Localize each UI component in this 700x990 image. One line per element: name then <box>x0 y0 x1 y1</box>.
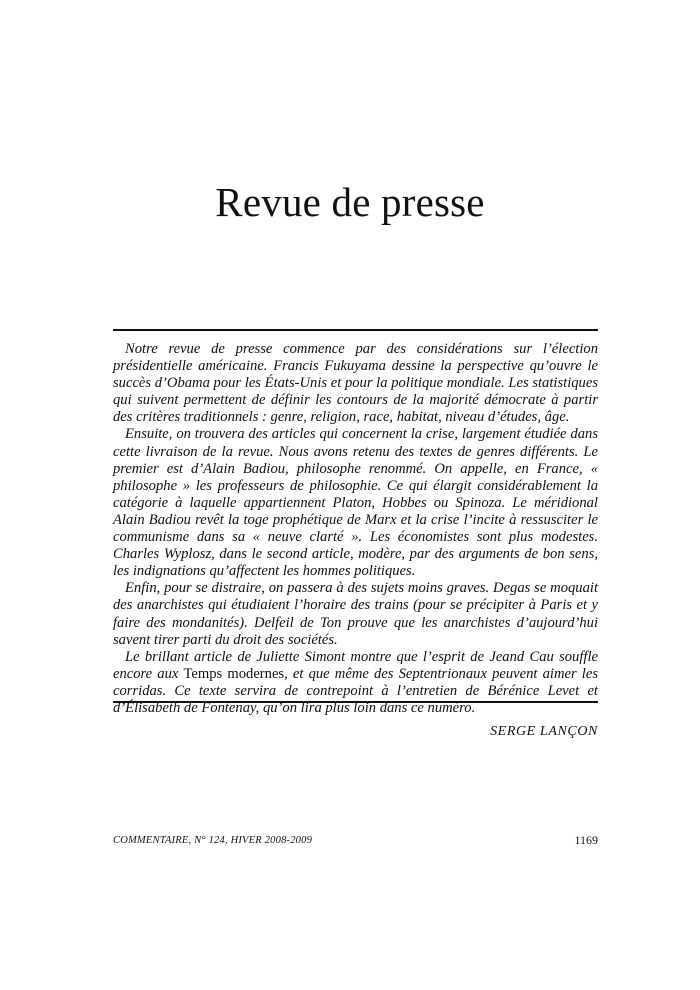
editorial-text <box>113 341 598 740</box>
journal-title-temps-modernes: Temps modernes <box>183 665 285 682</box>
paragraph-anarchists: Enfin, pour se distraire, on passera à des sujets moins graves. Degas se moquait des anarchistes qui étudiaient l’horaire des trains (pour se précipiter à Paris et y faire des mondanités). Delfeil de Ton prouve que les anarchistes d’aujourd’hui savent tirer parti du droit des sociétés. <box>113 580 598 648</box>
footer-journal-info: COMMENTAIRE, N° 124, HIVER 2008-2009 <box>113 835 313 846</box>
page-title: Revue de presse <box>215 179 485 225</box>
bottom-divider <box>113 701 598 703</box>
footer-page-number: 1169 <box>574 833 598 847</box>
paragraph-election: Notre revue de presse commence par des considérations sur l’élection présidentielle américaine. Francis Fukuyama dessine la perspective qu’ouvre le succès d’Obama pour les États-Unis et pour la politique mondiale. Les statistiques qui suivent permettent de définir les contours de la majorité démocrate à partir des critères traditionnels : genre, religion, race, habitat, niveau d’études, âge. <box>113 341 598 426</box>
top-divider <box>113 329 598 331</box>
paragraph-corridas-start: Le brillant article de Juliette Simont montre que l’esprit de Jeand Cau souffle encore aux <box>113 648 598 682</box>
author-signature: SERGE LANÇON <box>490 724 598 740</box>
paragraph-crisis: Ensuite, on trouvera des articles qui concernent la crise, largement étudiée dans cette livraison de la revue. Nous avons retenu des textes de genres différents. Le premier est d’Alain Badiou, philosophe renommé. On appelle, en France, « philosophe » les professeurs de philosophie. Ce qui élargit considérablement la catégorie à laquelle appartiennent Platon, Hobbes ou Spinoza. Le méridional Alain Badiou revêt la toge prophétique de Marx et la crise l’incite à ressusciter le communisme dans sa « neuve clarté ». Les économistes sont plus modestes. Charles Wyplosz, dans le second article, modère, par des arguments de bon sens, les indignations qu’affectent les hommes politiques. <box>113 426 598 580</box>
paragraph-corridas-end: , et que même des Septentrionaux peuvent aimer les corridas. Ce texte servira de contrepoint à l’entretien de Bérénice Levet et d’Élisabeth de Fontenay, qu’on lira plus loin dans ce numéro. <box>113 665 598 716</box>
paragraph-corridas <box>113 649 598 717</box>
